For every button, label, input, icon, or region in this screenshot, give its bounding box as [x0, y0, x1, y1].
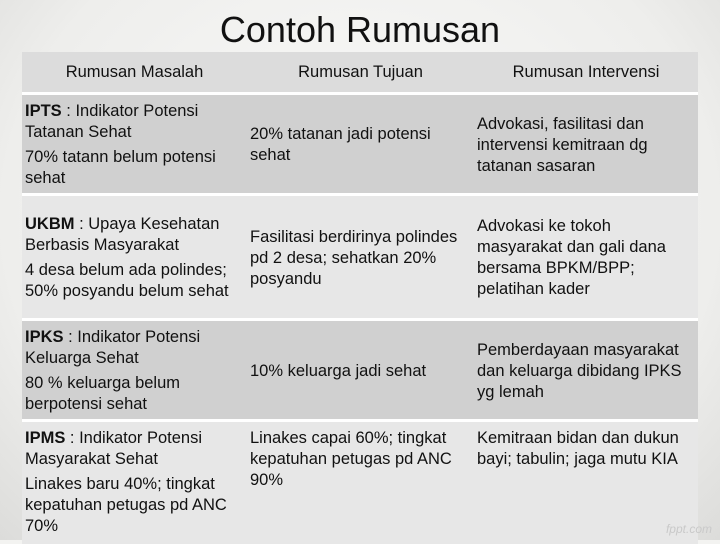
intervensi-cell: Advokasi, fasilitasi dan intervensi kemitraan dg tatanan sasaran [474, 94, 698, 195]
tujuan-cell: 10% keluarga jadi sehat [247, 320, 474, 421]
slide-title: Contoh Rumusan [0, 8, 720, 52]
watermark: fppt.com [666, 522, 712, 536]
masalah-title [25, 101, 243, 143]
table-row [22, 195, 698, 320]
intervensi-cell: Pemberdayaan masyarakat dan keluarga dibidang IPKS yg lemah [474, 320, 698, 421]
masalah-title [25, 428, 243, 470]
tujuan-cell: Linakes capai 60%; tingkat kepatuhan petugas pd ANC 90% [247, 421, 474, 544]
table-row [22, 320, 698, 421]
masalah-cell [22, 320, 247, 421]
header-rumusan-tujuan: Rumusan Tujuan [247, 52, 474, 94]
tujuan-cell: Fasilitasi berdirinya polindes pd 2 desa; sehatkan 20% posyandu [247, 195, 474, 320]
masalah-abbr: IPTS [25, 102, 62, 120]
masalah-title-text: : Indikator Potensi Masyarakat Sehat [25, 429, 202, 468]
masalah-title-text: : Indikator Potensi Keluarga Sehat [25, 328, 200, 367]
header-rumusan-intervensi: Rumusan Intervensi [474, 52, 698, 94]
masalah-cell [22, 421, 247, 544]
tujuan-cell: 20% tatanan jadi potensi sehat [247, 94, 474, 195]
masalah-cell [22, 94, 247, 195]
masalah-detail: 70% tatann belum potensi sehat [25, 147, 243, 189]
rumusan-table [22, 52, 698, 544]
masalah-detail: 80 % keluarga belum berpotensi sehat [25, 373, 243, 415]
masalah-detail: Linakes baru 40%; tingkat kepatuhan petugas pd ANC 70% [25, 474, 243, 537]
masalah-abbr: IPKS [25, 328, 64, 346]
intervensi-cell: Kemitraan bidan dan dukun bayi; tabulin; jaga mutu KIA [474, 421, 698, 544]
masalah-title-text: : Indikator Potensi Tatanan Sehat [25, 102, 198, 141]
masalah-title [25, 214, 243, 256]
table-row [22, 94, 698, 195]
table-row [22, 421, 698, 544]
table-header-row [22, 52, 698, 94]
intervensi-cell: Advokasi ke tokoh masyarakat dan gali dana bersama BPKM/BPP; pelatihan kader [474, 195, 698, 320]
masalah-title-text: : Upaya Kesehatan Berbasis Masyarakat [25, 215, 219, 254]
masalah-cell [22, 195, 247, 320]
masalah-abbr: UKBM [25, 215, 75, 233]
masalah-title [25, 327, 243, 369]
masalah-abbr: IPMS [25, 429, 65, 447]
header-rumusan-masalah: Rumusan Masalah [22, 52, 247, 94]
masalah-detail: 4 desa belum ada polindes; 50% posyandu belum sehat [25, 260, 243, 302]
